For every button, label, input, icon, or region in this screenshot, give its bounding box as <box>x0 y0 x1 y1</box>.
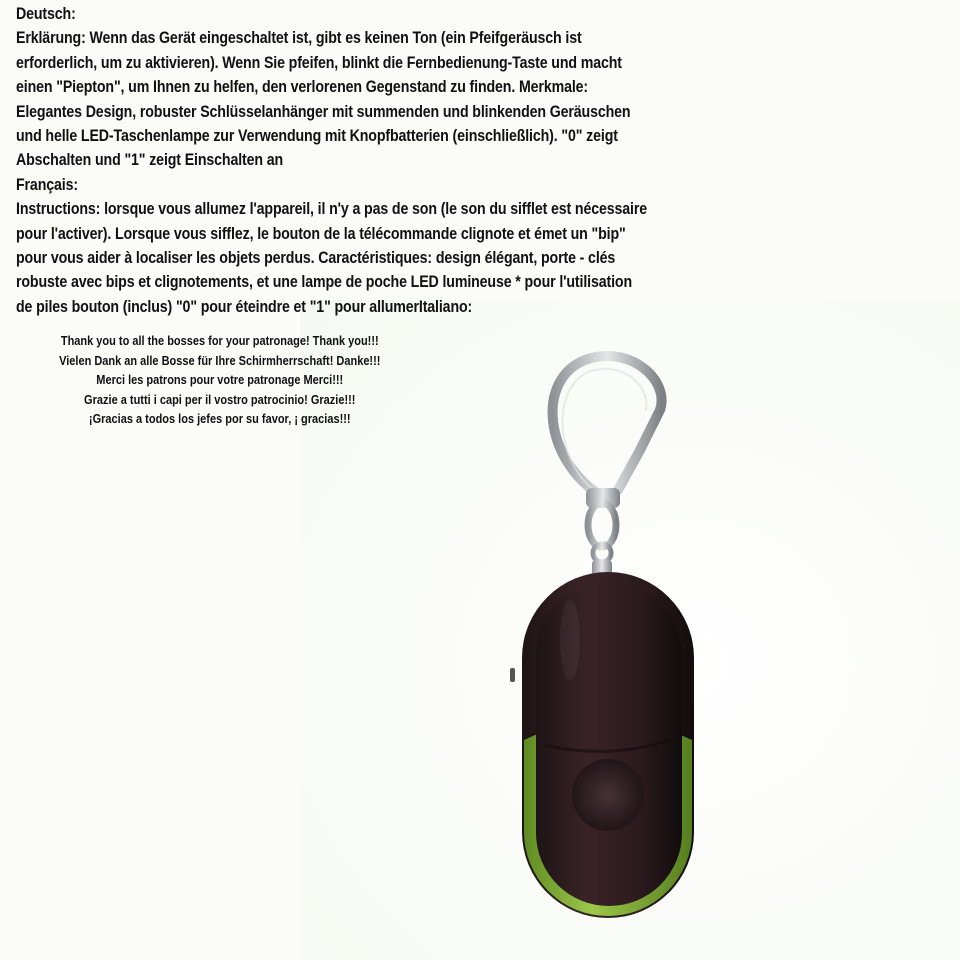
thanks-line: Thank you to all the bosses for your patronage! Thank you!!! <box>60 334 379 348</box>
instructions-line: Deutsch: <box>16 5 76 23</box>
led-lens <box>572 759 644 831</box>
carabiner-clip <box>553 356 662 508</box>
key-ring-links <box>588 503 616 584</box>
instructions-line: und helle LED-Taschenlampe zur Verwendung mit Knopfbatterien (einschließlich). "0" zeigt <box>16 127 618 146</box>
keychain-finder-image <box>490 340 750 940</box>
instructions-line: Erklärung: Wenn das Gerät eingeschaltet ist, gibt es keinen Ton (ein Pfeifgeräusch ist <box>16 29 582 48</box>
instructions-line: Elegantes Design, robuster Schlüsselanhänger mit summenden und blinkenden Geräuschen <box>16 102 631 121</box>
instructions-line: Instructions: lorsque vous allumez l'appareil, il n'y a pas de son (le son du sifflet est nécessaire <box>16 200 648 219</box>
instructions-line: einen "Piepton", um Ihnen zu helfen, den verlorenen Gegenstand zu finden. Merkmale: <box>16 78 589 97</box>
thanks-line: Grazie a tutti i capi per il vostro patrocinio! Grazie!!! <box>84 392 356 407</box>
finder-device-body <box>510 572 694 918</box>
instructions-line: pour vous aider à localiser les objets perdus. Caractéristiques: design élégant, porte - clés <box>16 249 616 268</box>
thanks-line: ¡Gracias a todos los jefes por su favor, ¡ gracias!!! <box>88 412 351 426</box>
instructions-line: Abschalten und "1" zeigt Einschalten an <box>16 151 284 170</box>
instructions-text <box>16 2 773 319</box>
thanks-line: Vielen Dank an alle Bosse für Ihre Schirmherrschaft! Danke!!! <box>59 353 381 368</box>
instructions-line: pour l'activer). Lorsque vous sifflez, le bouton de la télécommande clignote et émet un "bip" <box>16 224 626 243</box>
instructions-line: erforderlich, um zu aktivieren). Wenn Sie pfeifen, blinkt die Fernbedienung-Taste und macht <box>16 53 622 72</box>
thank-you-message <box>20 332 420 430</box>
instructions-line: robuste avec bips et clignotements, et une lampe de poche LED lumineuse * pour l'utilisation <box>16 273 632 292</box>
instructions-line: Français: <box>16 175 78 194</box>
instructions-line: de piles bouton (inclus) "0" pour éteindre et "1" pour allumerItaliano: <box>16 297 473 316</box>
thanks-line: Merci les patrons pour votre patronage Merci!!! <box>96 373 344 387</box>
